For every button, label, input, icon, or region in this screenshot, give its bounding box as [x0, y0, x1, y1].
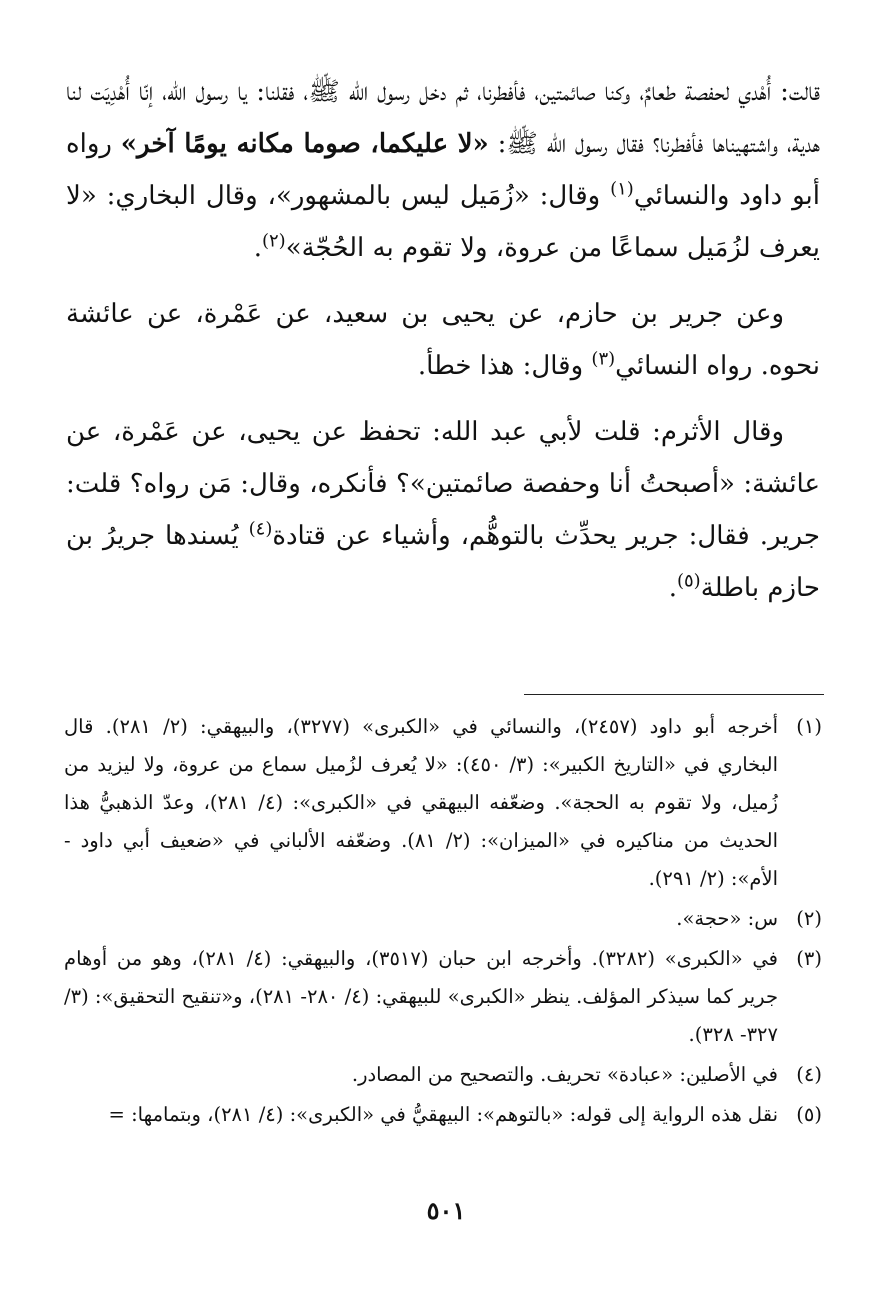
- footnotes: [64, 708, 822, 1136]
- footnote-text: في «الكبرى» (٣٢٨٢). وأخرجه ابن حبان (٣٥١٧)، والبيهقي: (٤/ ٢٨١)، وهو من أوهام جرير كما سيذكر المؤلف. ينظر «الكبرى» للبيهقي: (٤/ ٢٨٠- ٢٨١)، و«تنقيح التحقيق»: (٣/ ٣٢٧- ٣٢٨).: [64, 947, 778, 1046]
- footnote-1: [64, 708, 822, 898]
- paragraph-3-text-c: .: [668, 573, 677, 603]
- footnote-2: [64, 900, 822, 938]
- footnote-text: نقل هذه الرواية إلى قوله: «بالتوهم»: البيهقيُّ في «الكبرى»: (٤/ ٢٨١)، وبتمامها: =: [108, 1103, 778, 1126]
- paragraph-1-text-c: وقال: «زُمَيل ليس بالمشهور»، وقال البخاري: «لا يعرف لزُمَيل سماعًا من عروة، ولا تقوم به الحُجّة»: [66, 181, 820, 263]
- footnote-number: (١): [796, 715, 822, 738]
- paragraph-1-text-d: .: [253, 233, 262, 263]
- paragraph-2-text-a: وعن جرير بن حازم، عن يحيى بن سعيد، عن عَمْرة، عن عائشة نحوه. رواه النسائي: [66, 299, 820, 381]
- paragraph-3-text-a: وقال الأثرم: قلت لأبي عبد الله: تحفظ عن يحيى، عن عَمْرة، عن عائشة: «أصبحتُ أنا وحفصة صائمتين»؟ فأنكره، وقال: مَن رواه؟ قلت: جرير. فقال: جرير يحدِّث بالتوهُّم، وأشياء عن قتادة: [66, 417, 821, 551]
- paragraph-2-text-b: وقال: هذا خطأ.: [417, 351, 592, 381]
- footnote-3: [64, 940, 822, 1054]
- footnote-number: (٤): [796, 1063, 822, 1086]
- footnote-ref-3: (٣): [591, 348, 616, 370]
- footnote-5: [64, 1096, 822, 1134]
- hadith-quote: «لا عليكما، صوما مكانه يومًا آخر»: [120, 129, 489, 159]
- footnote-ref-4: (٤): [248, 518, 273, 540]
- paragraph-1-text-a: قالت: أُهْدي لحفصة طعامٌ، وكنا صائمتين، فأفطرنا، ثم دخل رسول الله ﷺ، فقلنا: يا رسول الله، إنّا أُهْدِيَت لنا هدية، واشتهيناها فأفطرنا؟ فقال رسول الله ﷺ:: [66, 77, 820, 159]
- page-number: ٥٠١: [426, 1196, 466, 1225]
- paragraph-3-text-b: يُسندها جريرُ بن حازم باطلة: [66, 521, 820, 603]
- paragraph-2: [66, 288, 820, 392]
- paragraph-1-text-b: رواه أبو داود والنسائي: [66, 129, 820, 211]
- footnote-number: (٢): [796, 907, 822, 930]
- footnote-number: (٥): [796, 1103, 822, 1126]
- main-text: [66, 66, 820, 628]
- footnote-ref-5: (٥): [676, 570, 701, 592]
- footnote-4: [64, 1056, 822, 1094]
- footnote-text: س: «حجة».: [676, 907, 778, 930]
- paragraph-3: [66, 406, 820, 614]
- footnote-text: في الأصلين: «عبادة» تحريف. والتصحيح من المصادر.: [351, 1063, 778, 1086]
- paragraph-1: [66, 66, 820, 274]
- footnote-separator: [524, 694, 824, 695]
- footnote-ref-2: (٢): [261, 230, 286, 252]
- footnote-ref-1: (١): [610, 178, 634, 200]
- footnote-text: أخرجه أبو داود (٢٤٥٧)، والنسائي في «الكبرى» (٣٢٧٧)، والبيهقي: (٢/ ٢٨١). قال البخاري في «التاريخ الكبير»: (٣/ ٤٥٠): «لا يُعرف لزُميل سماع من عروة، ولا ليزيد من زُميل، ولا تقوم به الحجة». وضعّفه البيهقي في «الكبرى»: (٤/ ٢٨١)، وعدّ الذهبيُّ هذا الحديث من مناكيره في «الميزان»: (٢/ ٨١). وضعّفه الألباني في «ضعيف أبي داود - الأم»: (٢/ ٢٩١).: [64, 715, 778, 890]
- footnote-number: (٣): [796, 947, 822, 970]
